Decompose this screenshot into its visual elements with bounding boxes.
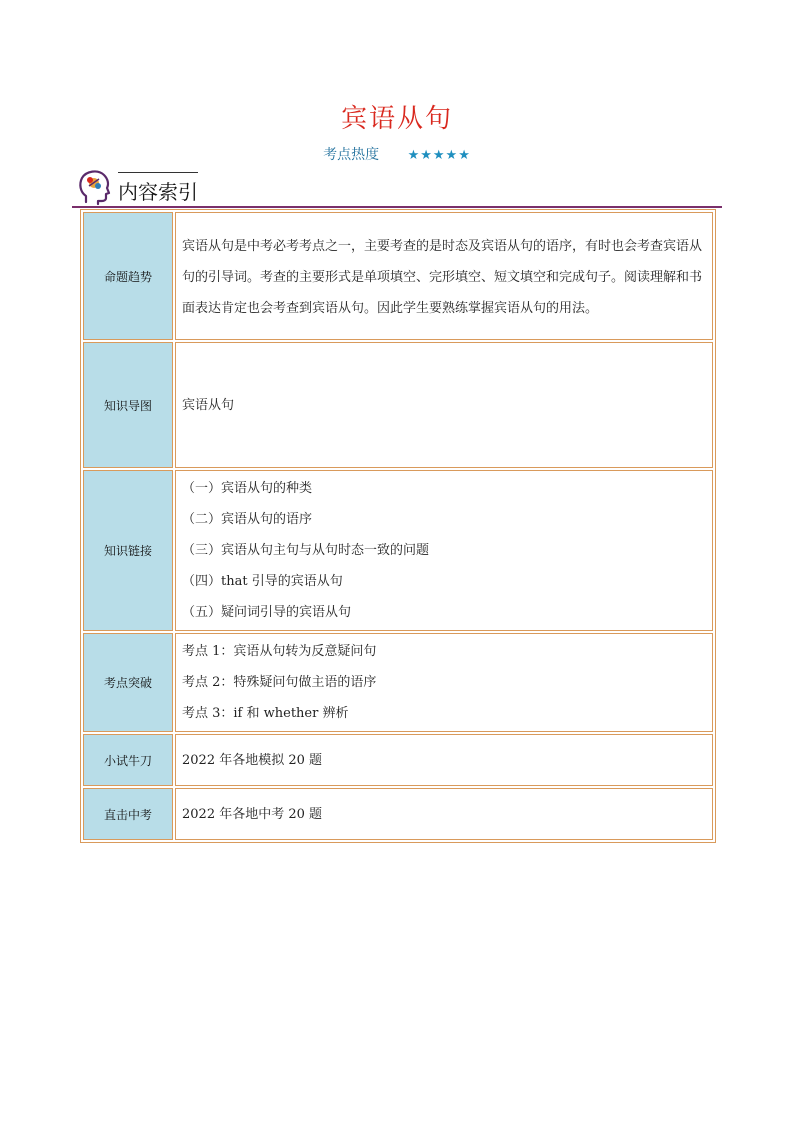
row-content [175, 470, 713, 631]
row-category: 知识导图 [83, 342, 173, 468]
content-index-table [80, 209, 716, 843]
table-row [83, 633, 713, 732]
hotness-rating [0, 144, 794, 164]
table-row [83, 788, 713, 840]
header-top-line [118, 172, 198, 173]
document-title: 宾语从句 [340, 104, 453, 134]
content-line: （一）宾语从句的种类 [182, 481, 313, 496]
table-row [83, 470, 713, 631]
row-category: 小试牛刀 [83, 734, 173, 786]
row-content [175, 633, 713, 732]
row-content [175, 788, 713, 840]
header-divider [72, 206, 722, 208]
content-line: （二）宾语从句的语序 [182, 512, 313, 527]
row-category: 考点突破 [83, 633, 173, 732]
row-category: 直击中考 [83, 788, 173, 840]
section-heading: 内容索引 [118, 180, 198, 204]
brain-head-icon [76, 168, 112, 206]
hotness-label: 考点热度 [323, 147, 380, 163]
table-row [83, 342, 713, 468]
content-line: 2022 年各地模拟 20 题 [182, 752, 323, 768]
content-line: 考点 3：if 和 whether 辨析 [182, 706, 349, 721]
content-line: 2022 年各地中考 20 题 [182, 806, 323, 822]
hotness-stars: ★★★★★ [407, 148, 471, 163]
content-line: （三）宾语从句主句与从句时态一致的问题 [182, 543, 430, 558]
content-line: 考点 2：特殊疑问句做主语的语序 [182, 675, 377, 690]
section-header [72, 166, 722, 208]
row-category: 知识链接 [83, 470, 173, 631]
content-line: 宾语从句是中考必考考点之一，主要考查的是时态及宾语从句的语序，有时也会考查宾语从句的引导词。考查的主要形式是单项填空、完形填空、短文填空和完成句子。阅读理解和书面表达肯定也会考查到宾语从句。因此学生要熟练掌握宾语从句的用法。 [182, 238, 703, 316]
row-category: 命题趋势 [83, 212, 173, 340]
content-line: 考点 1：宾语从句转为反意疑问句 [182, 644, 377, 659]
table-row [83, 734, 713, 786]
row-content [175, 342, 713, 468]
row-content [175, 212, 713, 340]
content-line: （四）that 引导的宾语从句 [182, 574, 343, 589]
content-line: 宾语从句 [182, 397, 235, 413]
table-row [83, 212, 713, 340]
row-content [175, 734, 713, 786]
content-line: （五）疑问词引导的宾语从句 [182, 605, 352, 620]
